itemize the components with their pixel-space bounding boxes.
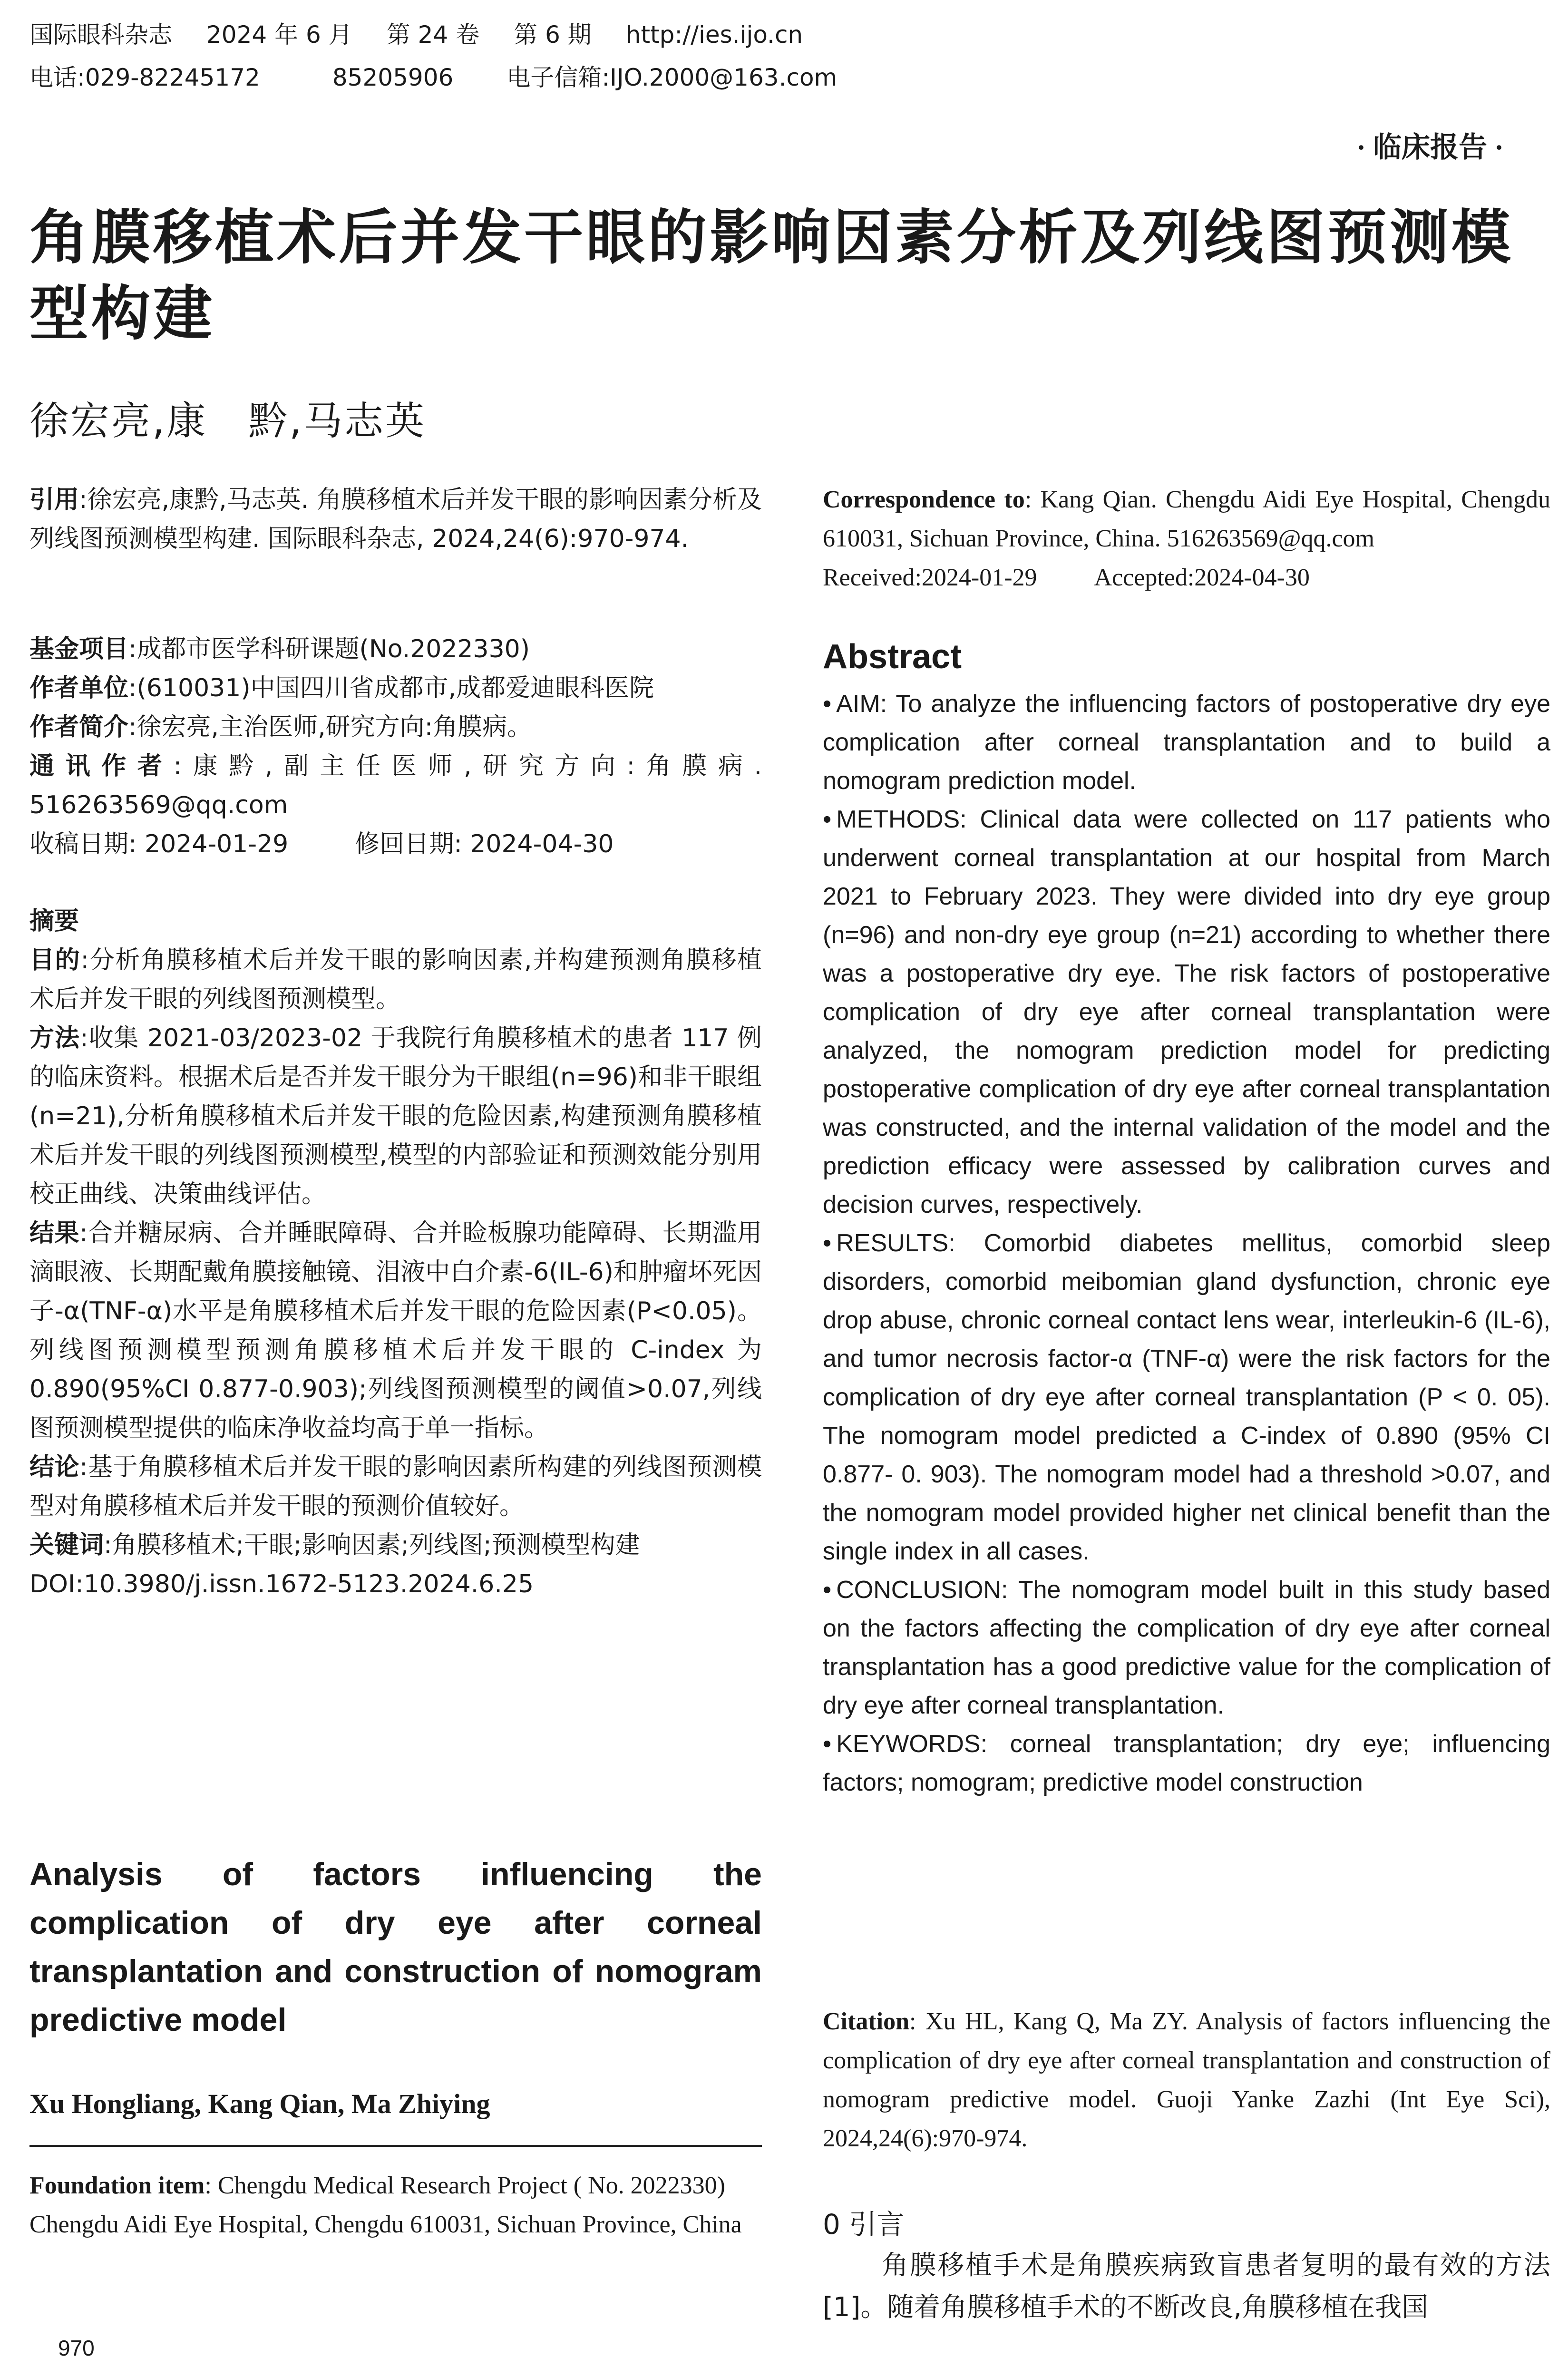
keywords-en: • KEYWORDS: corneal transplantation; dry eye; influencing factors; nomogram; predictive model construction [823, 1730, 1550, 1796]
abstract-heading-cn: 摘要 [29, 907, 79, 935]
results-en: • RESULTS: Comorbid diabetes mellitus, comorbid sleep disorders, comorbid meibomian gland dysfunction, chronic eye drop abuse, chronic corneal contact lens wear, interleukin-6 (IL-6), and tumor necrosis factor-α (TNF-α) were the risk factors for the complication of dry eye after corneal transplantation (P < 0. 05). The nomogram model predicted a C-index of 0.890 (95% CI 0.877- 0. 903). The nomogram model had a threshold >0.07, and the nomogram model provided higher net clinical benefit than the single index in all cases. [823, 1229, 1550, 1565]
foundation-text: : Chengdu Medical Research Project ( No. 2022330) [205, 2172, 725, 2199]
aim-text-en: : To analyze the influencing factors of postoperative dry eye complication after corneal transplantation and to build a nomogram prediction model. [823, 690, 1550, 795]
running-header-line1 [29, 19, 837, 50]
left-column [29, 480, 762, 1604]
keywords-text-en: : corneal transplantation; dry eye; influencing factors; nomogram; predictive model construction [823, 1730, 1550, 1796]
dates-en [823, 558, 1550, 597]
corresponding-author [29, 747, 762, 825]
abstract-heading-en: Abstract [823, 638, 962, 676]
conclusion-cn [29, 1448, 762, 1526]
aim-label-cn: 目的 [29, 946, 81, 974]
volume: 第 24 卷 [386, 21, 480, 49]
corr-label: 通讯作者 [29, 752, 174, 780]
issue-date: 2024 年 6 月 [206, 21, 352, 49]
revised-date-cn: 修回日期: 2024-04-30 [355, 830, 614, 858]
aim-label-en: AIM [836, 690, 880, 718]
authors-cn: 徐宏亮,康 黔,马志英 [29, 399, 427, 444]
english-authors: Xu Hongliang, Kang Qian, Ma Zhiying [29, 2088, 490, 2119]
foundation-block [29, 2166, 762, 2244]
methods-label-en: METHODS [836, 806, 960, 833]
keywords-cn [29, 1526, 762, 1565]
correspondence-block [823, 480, 1550, 597]
citation-label: 引用 [29, 486, 79, 514]
results-cn [29, 1214, 762, 1448]
intro-heading: 0 引言 [823, 2208, 905, 2241]
citation-text-en: : Xu HL, Kang Q, Ma ZY. Analysis of factors influencing the complication of dry eye after corneal transplantation and construction of nomogram predictive model. Guoji Yanke Zazhi (Int Eye Sci), 2024,24(6):970-974. [823, 2008, 1550, 2152]
fund-text: :成都市医学科研课题(No.2022330) [128, 635, 530, 663]
author-bio [29, 708, 762, 747]
page-number: 970 [58, 2336, 95, 2360]
methods-text-en: : Clinical data were collected on 117 patients who underwent corneal transplantation at our hospital from March 2021 to February 2023. They were divided into dry eye group (n=96) and non-dry eye group (n=21) according to whether there was a postoperative dry eye. The risk factors of postoperative complication of dry eye after corneal transplantation were analyzed, the nomogram prediction model for predicting postoperative complication of dry eye after corneal transplantation was constructed, and the internal validation of the model and the prediction efficacy were assessed by calibration curves and decision curves, respectively. [823, 806, 1550, 1218]
running-header-line2 [29, 62, 871, 93]
results-label-en: RESULTS [836, 1229, 949, 1257]
english-title: Analysis of factors influencing the complication of dry eye after corneal transplantation and construction of nomogram predictive model [29, 1856, 762, 2038]
journal-name: 国际眼科杂志 [29, 21, 172, 49]
methods-en: • METHODS: Clinical data were collected on 117 patients who underwent corneal transplantation at our hospital from March 2021 to February 2023. They were divided into dry eye group (n=96) and non-dry eye group (n=21) according to whether there was a postoperative dry eye. The risk factors of postoperative complication of dry eye after corneal transplantation were analyzed, the nomogram prediction model for predicting postoperative complication of dry eye after corneal transplantation was constructed, and the internal validation of the model and the prediction efficacy were assessed by calibration curves and decision curves, respectively. [823, 806, 1550, 1218]
aim-text-cn: :分析角膜移植术后并发干眼的影响因素,并构建预测角膜移植术后并发干眼的列线图预测模型。 [29, 946, 762, 1013]
keywords-label-en: KEYWORDS [836, 1730, 981, 1758]
aim-cn [29, 941, 762, 1019]
issue-number: 第 6 期 [514, 21, 592, 49]
intro-paragraph: 角膜移植手术是角膜疾病致盲患者复明的最有效的方法[1]。随着角膜移植手术的不断改良,角膜移植在我国 [823, 2250, 1550, 2323]
unit-text: :(610031)中国四川省成都市,成都爱迪眼科医院 [128, 674, 654, 702]
results-text-en: : Comorbid diabetes mellitus, comorbid sleep disorders, comorbid meibomian gland dysfunction, chronic eye drop abuse, chronic corneal contact lens wear, interleukin-6 (IL-6), and tumor necrosis factor-α (TNF-α) were the risk factors for the complication of dry eye after corneal transplantation (P < 0. 05). The nomogram model predicted a C-index of 0.890 (95% CI 0.877- 0. 903). The nomogram model had a threshold >0.07, and the nomogram model provided higher net clinical benefit than the single index in all cases. [823, 1229, 1550, 1565]
methods-text-cn: :收集 2021-03/2023-02 于我院行角膜移植术的患者 117 例的临床资料。根据术后是否并发干眼分为干眼组(n=96)和非干眼组(n=21),分析角膜移植术后并发干眼的危险因素,构建预测角膜移植术后并发干眼的列线图预测模型,模型的内部验证和预测效能分别用校正曲线、决策曲线评估。 [29, 1024, 762, 1208]
title-line-2: 型构建 [29, 280, 215, 348]
keywords-text-cn: :角膜移植术;干眼;影响因素;列线图;预测模型构建 [104, 1531, 640, 1559]
fund-label: 基金项目 [29, 635, 129, 663]
title-line-1: 角膜移植术后并发干眼的影响因素分析及列线图预测模 [29, 204, 1514, 272]
dates-cn [29, 825, 762, 864]
conclusion-label-en: CONCLUSION [836, 1576, 1001, 1604]
phone: 电话:029-82245172 [29, 64, 260, 91]
correspondence-text: : Kang Qian. Chengdu Aidi Eye Hospital, Chengdu 610031, Sichuan Province, China. 516263569@qq.com [823, 486, 1550, 552]
unit-label: 作者单位 [29, 674, 129, 702]
paper-title [29, 200, 1542, 352]
aim-en: • AIM: To analyze the influencing factors of postoperative dry eye complication after corneal transplantation and to build a nomogram prediction model. [823, 690, 1550, 795]
citation-en [823, 2002, 1550, 2158]
conclusion-text-cn: :基于角膜移植术后并发干眼的影响因素所构建的列线图预测模型对角膜移植术后并发干眼的预测价值较好。 [29, 1453, 762, 1520]
accepted-date-en: Accepted:2024-04-30 [1094, 564, 1310, 591]
results-label-cn: 结果 [29, 1219, 79, 1247]
phone-2: 85205906 [332, 64, 454, 91]
received-date-cn: 收稿日期: 2024-01-29 [29, 830, 289, 858]
divider-rule [29, 2145, 762, 2147]
results-text-cn: :合并糖尿病、合并睡眠障碍、合并睑板腺功能障碍、长期滥用滴眼液、长期配戴角膜接触镜、泪液中白介素-6(IL-6)和肿瘤坏死因子-α(TNF-α)水平是角膜移植术后并发干眼的危险因素(P<0.05)。列线图预测模型预测角膜移植术后并发干眼的 C-index 为 0.890(95%CI 0.877-0.903);列线图预测模型的阈值>0.07,列线图预测模型提供的临床净收益均高于单一指标。 [29, 1219, 762, 1442]
journal-url[interactable]: http://ies.ijo.cn [625, 21, 803, 49]
conclusion-en: • CONCLUSION: The nomogram model built in this study based on the factors affecting the complication of dry eye after corneal transplantation has a good predictive value for the complication of dry eye after corneal transplantation. [823, 1576, 1550, 1719]
citation-text: :徐宏亮,康黔,马志英. 角膜移植术后并发干眼的影响因素分析及列线图预测模型构建. 国际眼科杂志, 2024,24(6):970-974. [29, 486, 762, 553]
received-date-en: Received:2024-01-29 [823, 564, 1037, 591]
citation-cn [29, 480, 762, 558]
citation-label-en: Citation [823, 2008, 909, 2035]
methods-cn [29, 1019, 762, 1214]
abstract-en [823, 685, 1550, 1802]
citation-en-block [823, 2002, 1550, 2158]
doi[interactable]: DOI:10.3980/j.issn.1672-5123.2024.6.25 [29, 1570, 534, 1598]
methods-label-cn: 方法 [29, 1024, 80, 1052]
foundation-label: Foundation item [29, 2172, 205, 2199]
foundation-item [29, 2166, 762, 2205]
bio-label: 作者简介 [29, 713, 129, 741]
bio-text: :徐宏亮,主治医师,研究方向:角膜病。 [128, 713, 532, 741]
conclusion-label-cn: 结论 [29, 1453, 79, 1481]
keywords-label-cn: 关键词 [29, 1531, 104, 1559]
author-unit [29, 669, 762, 708]
conclusion-text-en: : The nomogram model built in this study based on the factors affecting the complication of dry eye after corneal transplantation has a good predictive value for the complication of dry eye after corneal transplantation. [823, 1576, 1550, 1719]
section-tag: · 临床报告 · [1356, 132, 1504, 163]
correspondence-en [823, 480, 1550, 558]
correspondence-label: Correspondence to [823, 486, 1025, 513]
affiliation-en: Chengdu Aidi Eye Hospital, Chengdu 610031, Sichuan Province, China [29, 2211, 742, 2238]
fund-item [29, 630, 762, 669]
email[interactable]: 电子信箱:IJO.2000@163.com [506, 64, 838, 91]
corr-text: :康黔,副主任医师,研究方向:角膜病. 516263569@qq.com [29, 752, 762, 819]
